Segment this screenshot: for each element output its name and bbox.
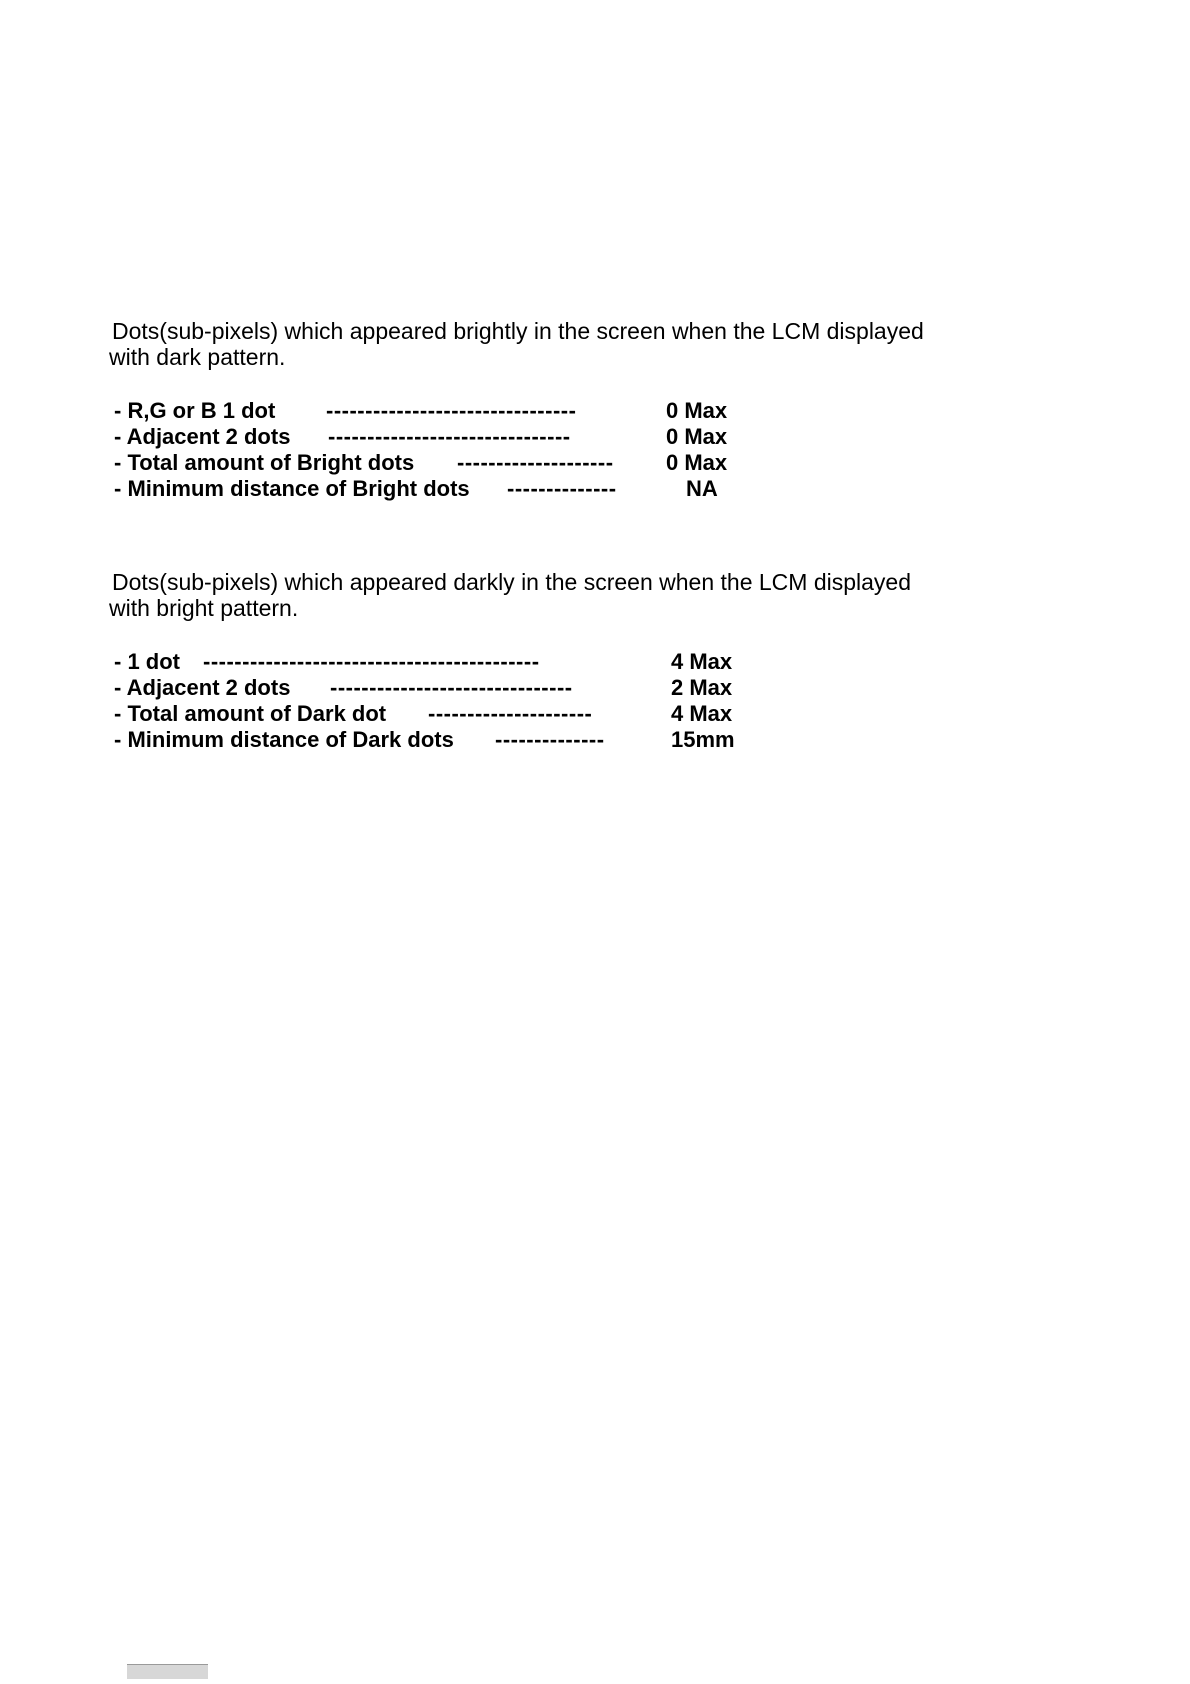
spec-leader: -------------- (495, 727, 605, 752)
spec-row-total-dark-dot (112, 701, 1012, 727)
spec-row-min-distance-bright-dots (112, 476, 1012, 502)
spec-label: - Minimum distance of Bright dots (114, 476, 470, 501)
spec-value: 4 Max (671, 701, 733, 726)
spec-row-rgb-1-dot (112, 398, 1012, 424)
spec-value: 4 Max (671, 649, 733, 674)
spec-leader: ------------------------------- (328, 424, 571, 449)
spec-row-1-dot (112, 649, 1012, 675)
spec-label: - 1 dot (114, 649, 180, 674)
spec-leader: --------------------- (428, 701, 593, 726)
spec-value: 0 Max (666, 398, 728, 423)
spec-leader: -------------------------------- (326, 398, 577, 423)
spec-leader: -------------- (507, 476, 617, 501)
spec-row-adjacent-2-dots (112, 424, 1012, 450)
dark-dots-intro (109, 569, 1012, 621)
spec-label: - Total amount of Dark dot (114, 701, 387, 726)
spec-label: - Adjacent 2 dots (114, 675, 291, 700)
spec-label: - Adjacent 2 dots (114, 424, 291, 449)
spec-leader: -------------------- (457, 450, 614, 475)
dark-dots-intro-line2: with bright pattern. (109, 595, 299, 621)
spec-value: NA (686, 476, 718, 501)
bright-dots-intro-line1: Dots(sub-pixels) which appeared brightly in the screen when the LCM displayed (112, 318, 924, 344)
bright-dots-intro-line2: with dark pattern. (109, 344, 286, 370)
spec-value: 15mm (671, 727, 735, 752)
spec-value: 2 Max (671, 675, 733, 700)
dark-dots-spec-list (112, 649, 1012, 753)
footer-rule (127, 1664, 208, 1679)
bright-dots-spec-list (112, 398, 1012, 502)
spec-value: 0 Max (666, 450, 728, 475)
spec-label: - Total amount of Bright dots (114, 450, 415, 475)
spec-value: 0 Max (666, 424, 728, 449)
dark-dots-section (109, 569, 1012, 753)
spec-row-min-distance-dark-dots (112, 727, 1012, 753)
bright-dots-intro (109, 318, 1012, 370)
bright-dots-section (109, 318, 1012, 502)
spec-row-adjacent-2-dots (112, 675, 1012, 701)
spec-leader: ------------------------------------------- (203, 649, 540, 674)
spec-label: - R,G or B 1 dot (114, 398, 276, 423)
spec-label: - Minimum distance of Dark dots (114, 727, 454, 752)
spec-row-total-bright-dots (112, 450, 1012, 476)
dark-dots-intro-line1: Dots(sub-pixels) which appeared darkly in the screen when the LCM displayed (112, 569, 912, 595)
spec-leader: ------------------------------- (330, 675, 573, 700)
